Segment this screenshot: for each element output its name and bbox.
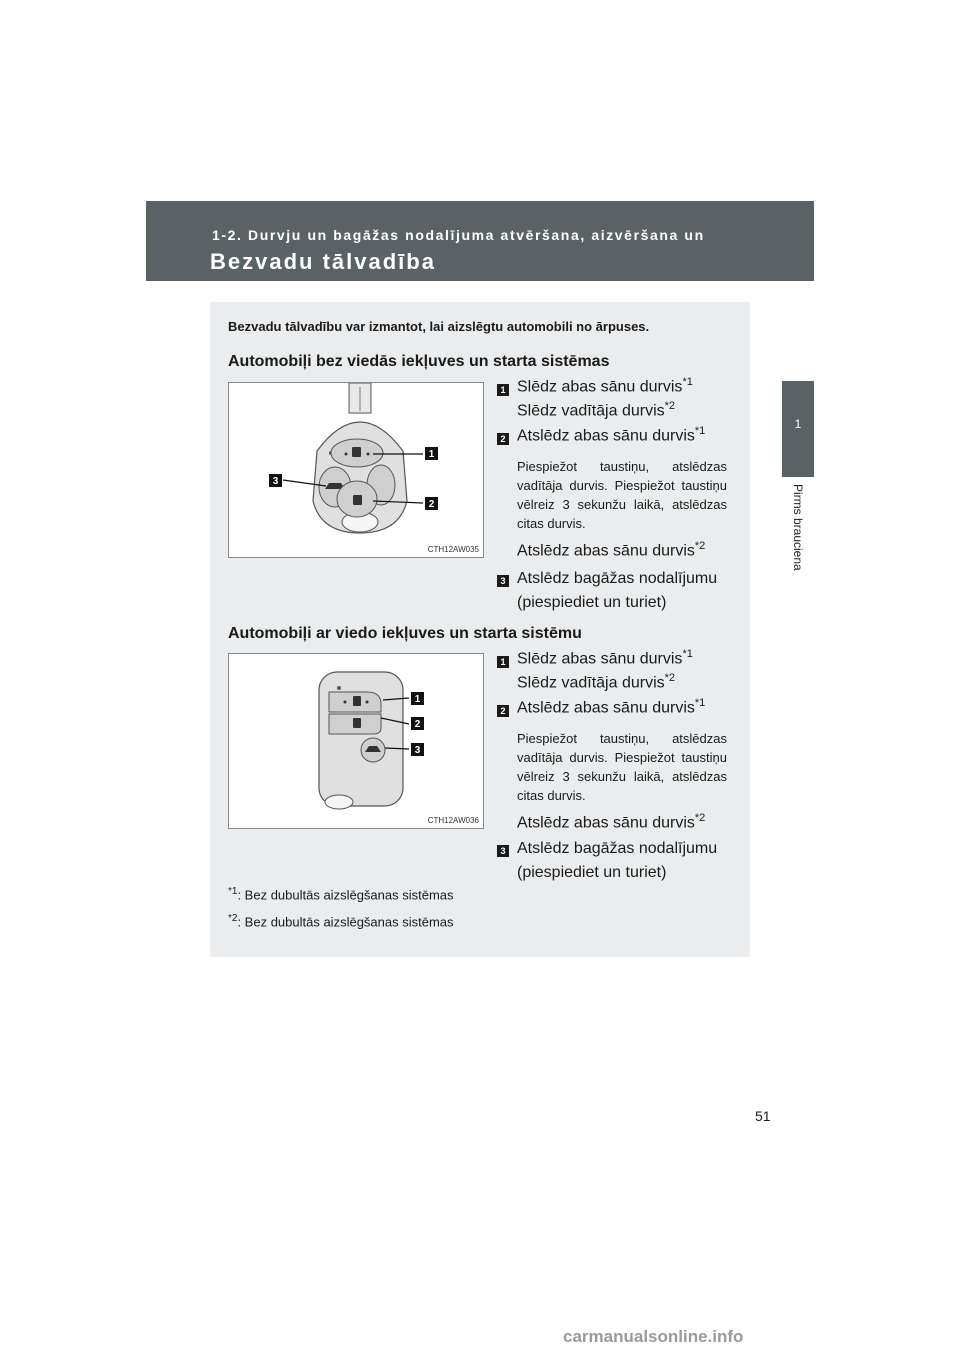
item-text: (piespiediet un turiet) — [517, 864, 667, 881]
item-text: Atslēdz abas sānu durvis — [517, 427, 695, 445]
item-text: Atslēdz abas sānu durvis — [517, 542, 695, 560]
item-note: Piespiežot taustiņu, atslēdzas vadītāja durvis. Piespiežot taustiņu vēlreiz 3 sekunžu laikā, atslēdzas citas durvis. — [517, 731, 727, 803]
item-number: 3 — [497, 845, 509, 857]
figure-code: CTH12AW035 — [427, 545, 479, 554]
key-fob-figure — [228, 382, 484, 558]
item-text: Slēdz vadītāja durvis — [517, 674, 665, 692]
item-text: Atslēdz abas sānu durvis — [517, 699, 695, 717]
unlock-icon — [353, 495, 362, 505]
unlock-icon — [353, 718, 361, 728]
item-text: (piespiediet un turiet) — [517, 594, 667, 611]
footnote-text: : Bez dubultās aizslēgšanas sistēmas — [237, 914, 454, 930]
footnote-ref: *2 — [694, 812, 706, 824]
footnote-ref: *1 — [682, 376, 693, 388]
item-text: Atslēdz bagāžas nodalījumu — [517, 570, 718, 587]
lock-icon — [353, 696, 361, 706]
item-text: Atslēdz bagāžas nodalījumu — [517, 840, 718, 857]
key-fob-illustration — [229, 383, 483, 557]
smart-key-illustration — [229, 654, 483, 828]
chapter-label-box — [784, 484, 812, 594]
chapter-label: Pirms brauciena — [791, 484, 805, 571]
item-number: 2 — [497, 433, 509, 445]
callout-3: 3 — [414, 745, 421, 756]
footnote-1 — [228, 886, 454, 902]
item-text: Atslēdz abas sānu durvis — [517, 814, 695, 832]
item-note: Piespiežot taustiņu, atslēdzas vadītāja durvis. Piespiežot taustiņu vēlreiz 3 sekunžu laikā, atslēdzas citas durvis. — [517, 459, 727, 531]
section-header — [146, 201, 814, 281]
callout-2: 2 — [414, 719, 421, 730]
callout-1: 1 — [414, 694, 421, 705]
smart-key-figure — [228, 653, 484, 829]
page-title: Bezvadu tālvadība — [210, 249, 436, 274]
footnote-ref: *1 — [682, 648, 693, 660]
item-text: Slēdz abas sānu durvis — [517, 378, 683, 396]
intro-text: Bezvadu tālvadību var izmantot, lai aizslēgtu automobili no ārpuses. — [228, 319, 650, 334]
item-number: 1 — [497, 656, 509, 668]
footnote-ref: *2 — [664, 400, 676, 412]
footnote-mark: *2 — [228, 913, 238, 924]
callout-3: 3 — [272, 476, 279, 487]
lock-icon — [352, 447, 361, 457]
footnote-ref: *2 — [664, 672, 676, 684]
footnote-ref: *1 — [694, 697, 706, 709]
page-number: 51 — [755, 1108, 771, 1124]
footnote-ref: *1 — [694, 425, 706, 437]
footnote-text: : Bez dubultās aizslēgšanas sistēmas — [237, 887, 454, 903]
callout-1: 1 — [428, 449, 435, 460]
item-number: 3 — [497, 575, 509, 587]
watermark: carmanualsonline.info — [563, 1327, 744, 1346]
chapter-number: 1 — [794, 417, 802, 431]
callout-2: 2 — [428, 499, 435, 510]
footnote-2 — [228, 913, 454, 929]
figure-code: CTH12AW036 — [427, 816, 479, 825]
footnote-mark: *1 — [228, 886, 238, 897]
footnote-ref: *2 — [694, 540, 706, 552]
item-number: 1 — [497, 384, 509, 396]
section-heading-2: Automobiļi ar viedo iekļuves un starta sistēmu — [228, 625, 582, 642]
item-number: 2 — [497, 705, 509, 717]
chapter-tab[interactable] — [782, 381, 814, 477]
section-heading-1: Automobiļi bez viedās iekļuves un starta sistēmas — [228, 353, 610, 370]
item-text: Slēdz vadītāja durvis — [517, 402, 665, 420]
breadcrumb: 1-2. Durvju un bagāžas nodalījuma atvēršana, aizvēršana un — [212, 227, 705, 243]
item-text: Slēdz abas sānu durvis — [517, 650, 683, 668]
